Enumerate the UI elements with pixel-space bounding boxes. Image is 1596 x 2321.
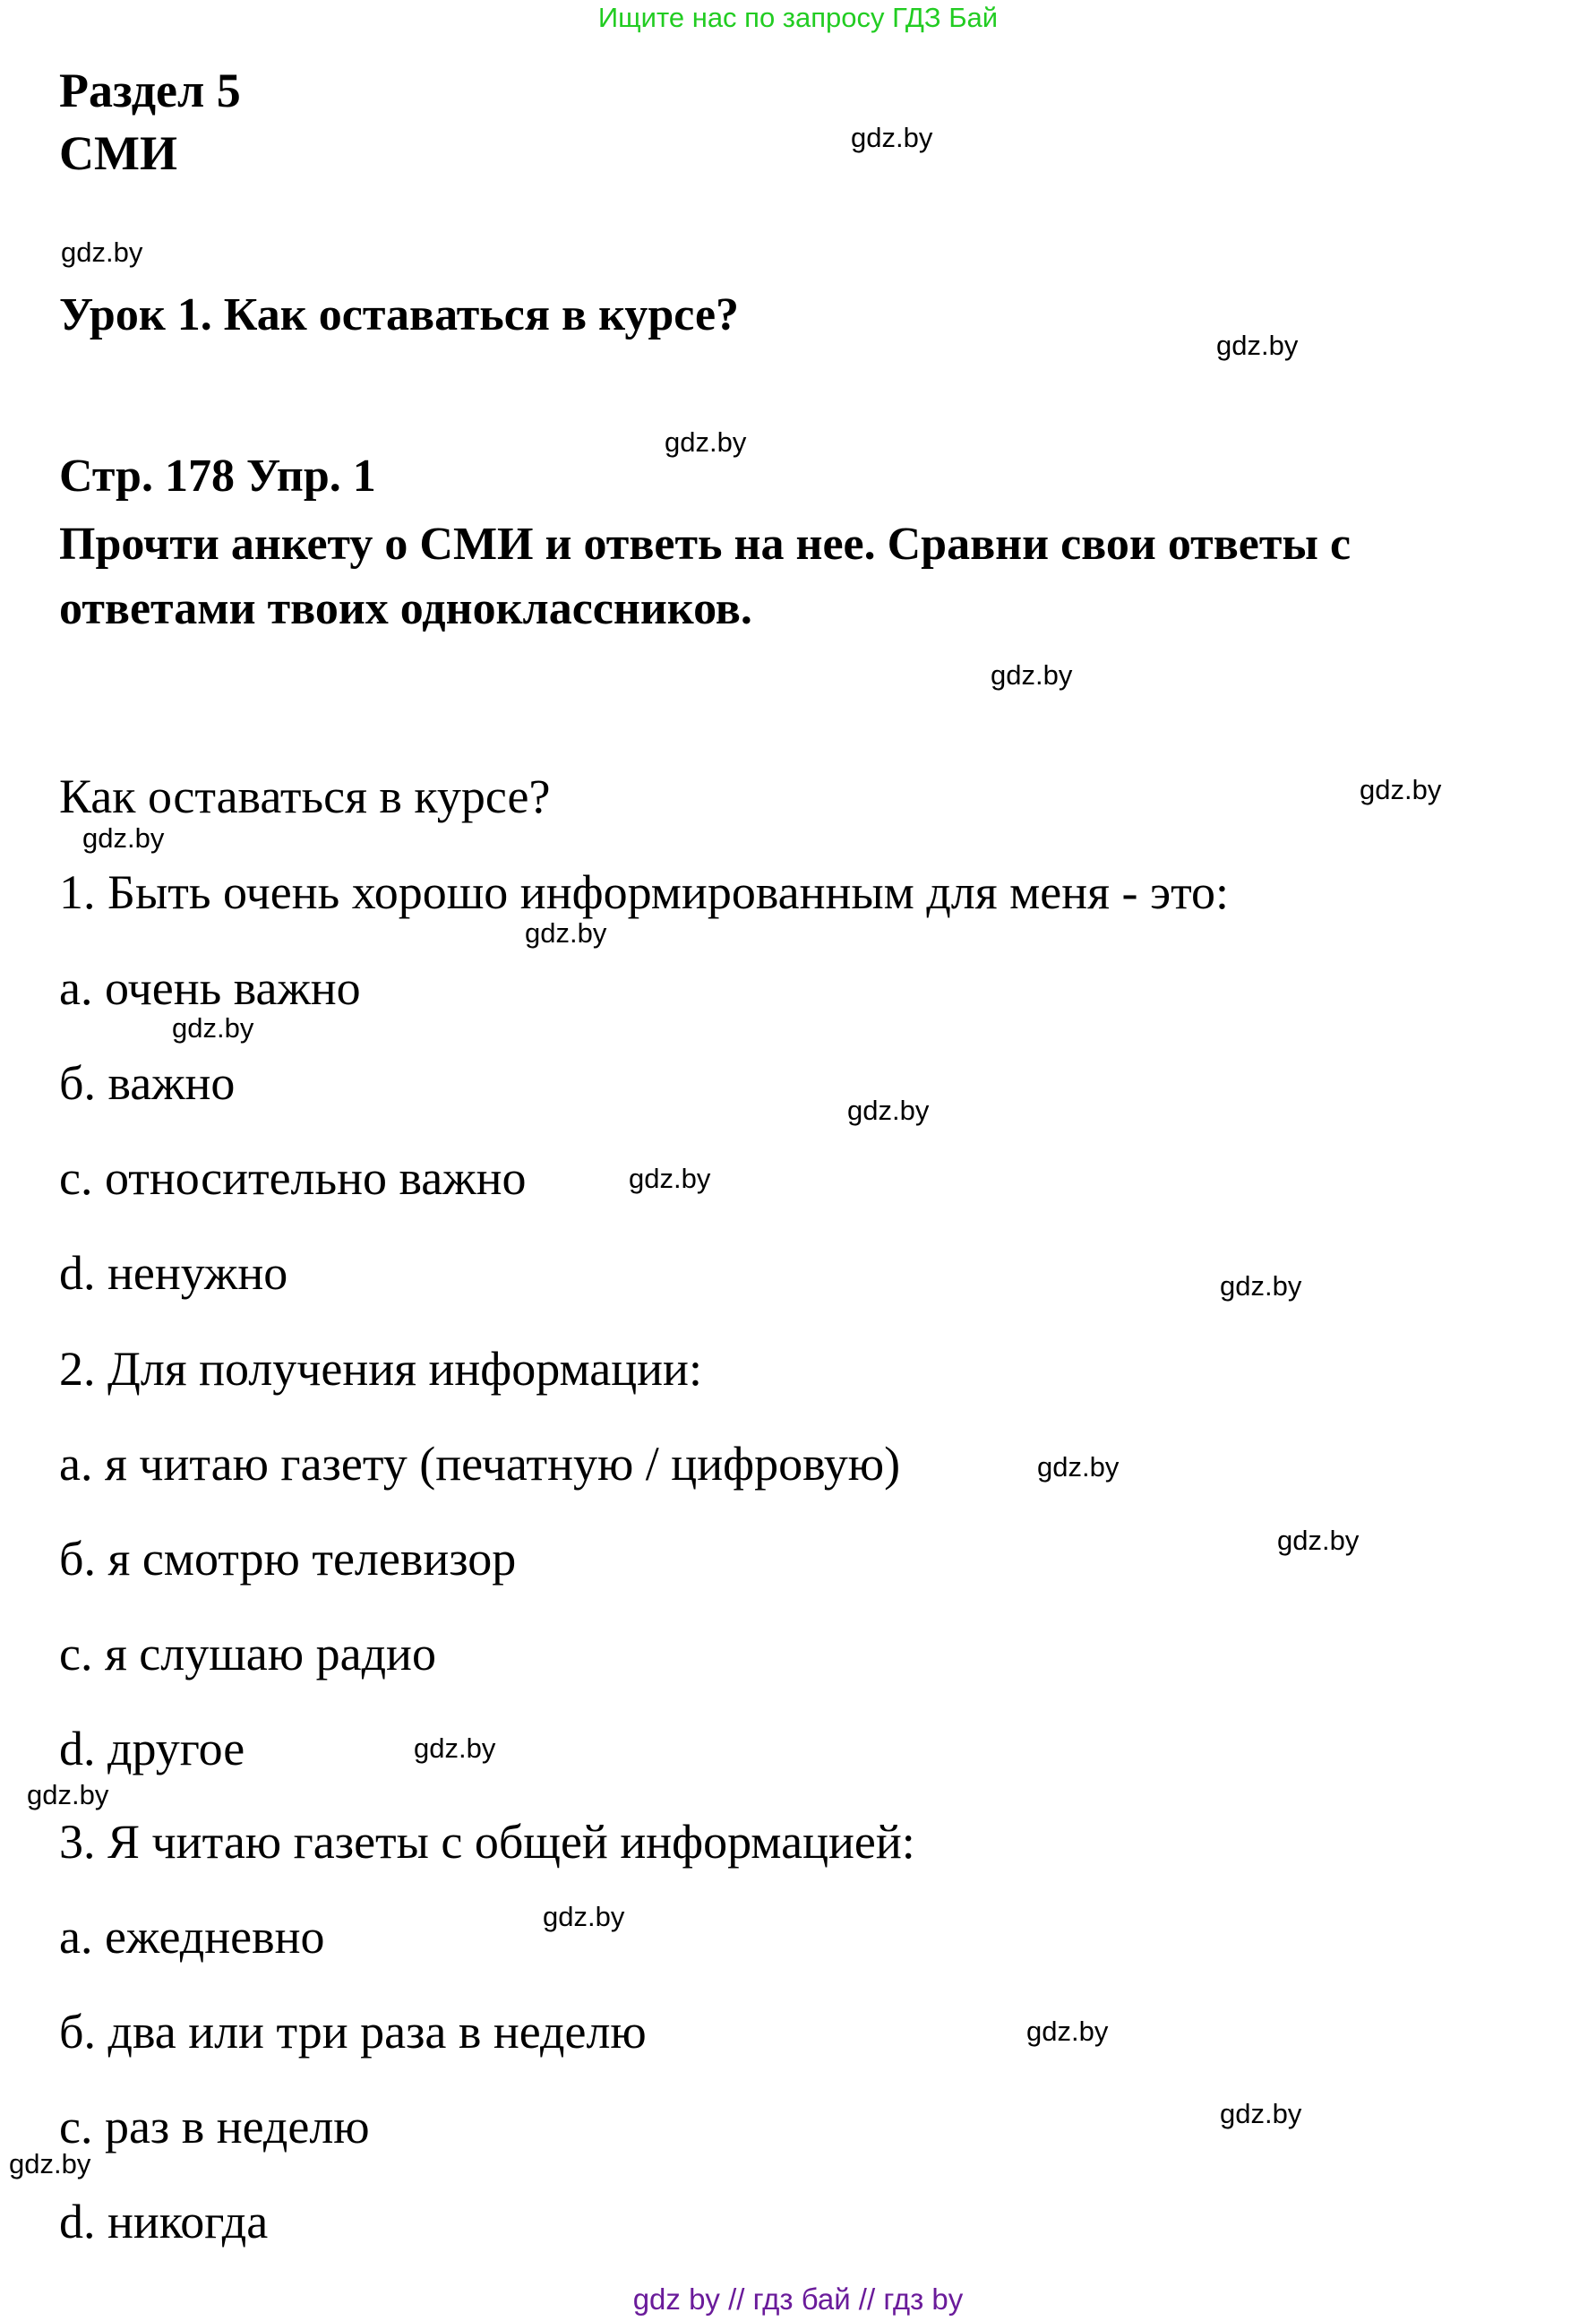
- q1-option-a: а. очень важно: [59, 961, 361, 1015]
- watermark: gdz.by: [1220, 1270, 1302, 1302]
- watermark: gdz.by: [1026, 2016, 1109, 2047]
- q3-option-a: а. ежедневно: [59, 1910, 325, 1964]
- question-2: 2. Для получения информации:: [59, 1342, 702, 1396]
- q1-option-c: c. относительно важно: [59, 1151, 527, 1205]
- watermark: gdz.by: [1277, 1525, 1360, 1556]
- watermark: gdz.by: [61, 236, 143, 268]
- topic-title: СМИ: [59, 126, 177, 180]
- question-3: 3. Я читаю газеты с общей информацией:: [59, 1815, 915, 1869]
- question-1: 1. Быть очень хорошо информированным для меня - это:: [59, 865, 1230, 919]
- section-title: Раздел 5: [59, 64, 241, 117]
- watermark: gdz.by: [82, 822, 165, 854]
- q1-option-d: d. ненужно: [59, 1246, 288, 1300]
- q2-option-b: б. я смотрю телевизор: [59, 1532, 517, 1586]
- q3-option-b: б. два или три раза в неделю: [59, 2005, 647, 2059]
- watermark: gdz.by: [851, 122, 933, 153]
- watermark: gdz.by: [9, 2148, 91, 2179]
- watermark: gdz.by: [1037, 1451, 1120, 1483]
- q2-option-c: c. я слушаю радио: [59, 1627, 436, 1681]
- q2-option-a: а. я читаю газету (печатную / цифровую): [59, 1437, 901, 1491]
- watermark: gdz.by: [847, 1095, 930, 1126]
- watermark: gdz.by: [543, 1901, 625, 1932]
- q3-option-d: d. никогда: [59, 2195, 269, 2248]
- exercise-reference: Стр. 178 Упр. 1: [59, 451, 376, 502]
- q1-option-b: б. важно: [59, 1056, 236, 1110]
- q3-option-c: c. раз в неделю: [59, 2100, 370, 2153]
- watermark: gdz.by: [1216, 330, 1299, 361]
- watermark: gdz.by: [629, 1163, 711, 1194]
- watermark: gdz.by: [991, 659, 1073, 691]
- watermark: gdz.by: [1360, 774, 1442, 805]
- watermark: gdz.by: [665, 426, 747, 458]
- lesson-title: Урок 1. Как оставаться в курсе?: [59, 289, 740, 340]
- task-line-2: ответами твоих одноклассников.: [59, 583, 752, 634]
- footer-links: gdz by // гдз бай // гдз by: [632, 2282, 964, 2316]
- watermark: gdz.by: [1220, 2098, 1302, 2129]
- watermark: gdz.by: [414, 1732, 496, 1764]
- watermark: gdz.by: [27, 1779, 109, 1810]
- watermark: gdz.by: [525, 917, 607, 949]
- q2-option-d: d. другое: [59, 1722, 245, 1775]
- watermark: gdz.by: [172, 1012, 254, 1044]
- survey-title: Как оставаться в курсе?: [59, 769, 551, 823]
- top-banner: Ищите нас по запросу ГДЗ Бай: [597, 2, 999, 33]
- task-line-1: Прочти анкету о СМИ и ответь на нее. Сравни свои ответы с: [59, 519, 1351, 570]
